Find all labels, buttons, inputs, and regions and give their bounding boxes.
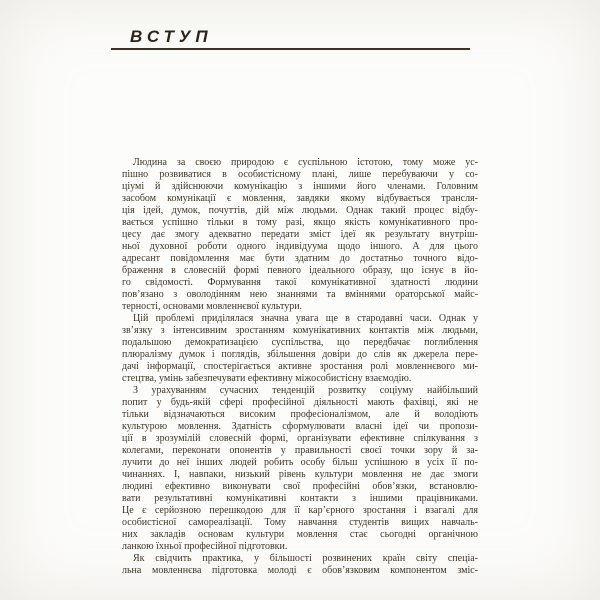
text-line: Як свідчить практика, у більшості розвинених країн світу спеціа- bbox=[133, 553, 478, 564]
paragraph bbox=[122, 385, 478, 553]
text-line: плюралізму думок і поглядів, збільшення довіри до слів як джерела пере- bbox=[122, 349, 478, 360]
text-line: колегами, переконати опонентів у правильності своєї точки зору й за- bbox=[122, 445, 478, 456]
paragraph bbox=[122, 313, 478, 385]
text-line: Цій проблемі приділялася значна увага ще в стародавні часи. Однак у bbox=[133, 313, 478, 324]
text-line: чинаннях. І, навпаки, низький рівень культури мовлення не дає змоги bbox=[122, 469, 478, 480]
text-line: зв’язку з інтенсивним зростанням комунікативних контактів між людьми, bbox=[122, 325, 478, 336]
text-line: Це є серйозною перешкодою для її кар’єрного зростання і взагалі для bbox=[122, 505, 478, 516]
text-line: го свідомості. Формування такої комунікативної здатності людини bbox=[122, 277, 478, 288]
text-line: ньої духовної роботи одного індивідуума щодо іншого. А для цього bbox=[122, 241, 478, 252]
text-line: браження в словесній формі певного ідеального образу, що існує в йо- bbox=[122, 265, 478, 276]
text-line: вається успішно тільки в тому разі, якщо якість комунікативного про- bbox=[122, 217, 478, 228]
text-line: ланкою їхньої професійної підготовки. bbox=[122, 541, 288, 552]
text-line: стецтва, умінь забезпечувати ефективну міжособистісну взаємодію. bbox=[122, 373, 412, 384]
text-line: особистісної самореалізації. Тому навчання студентів вищих навчаль- bbox=[122, 517, 478, 528]
heading-rule bbox=[111, 48, 470, 50]
text-line: лучити до неї інших людей робить особу більш успішною в усіх її по- bbox=[122, 457, 478, 468]
text-line: терності, основами мовленнєвої культури. bbox=[122, 301, 303, 312]
text-line: подальшою демократизацією суспільства, що передбачає поглиблення bbox=[122, 337, 478, 348]
text-line: вати результативні комунікативні контакти з іншими працівниками. bbox=[122, 493, 478, 504]
text-line: тільки відзначаються високим професіоналізмом, але й володіють bbox=[122, 409, 478, 420]
text-line: дачі інформації, спостерігається активне зростання ролі мовленнєвого ми- bbox=[122, 361, 478, 372]
text-line: ції в зрозумілій словесній формі, організувати ефективне спілкування з bbox=[122, 433, 478, 444]
text-line: ціумі й здійснюючи комунікацію з іншими його членами. Головним bbox=[122, 181, 478, 192]
text-line: попит у будь-якій сфері професійної діяльності мають фахівці, які не bbox=[122, 397, 478, 408]
text-line: цесу дає змогу адекватно передати зміст ідеї як результату внутріш- bbox=[122, 229, 478, 240]
paragraph bbox=[122, 157, 478, 313]
text-line: пішно розвиватися в особистісному плані, лише перебуваючи у со- bbox=[122, 169, 478, 180]
chapter-heading: ВСТУП bbox=[130, 27, 213, 46]
heading-block bbox=[111, 27, 470, 50]
text-line: культурою мовлення. Здатність сформулювати власні ідеї чи пропози- bbox=[122, 421, 478, 432]
text-line: засобом комунікації є мовлення, завдяки якому відбувається трансля- bbox=[122, 193, 478, 204]
text-line: Людина за своєю природою є суспільною істотою, тому може ус- bbox=[133, 157, 478, 168]
text-line: них закладів основам культури мовлення стає сьогодні органічною bbox=[122, 529, 478, 540]
text-line: адресант повідомлення має бути здатним до достатньо точного відо- bbox=[122, 253, 478, 264]
text-line: пов’язано з оволодінням нею знаннями та вміннями ораторської майс- bbox=[122, 289, 478, 300]
text-line: людині ефективно виконувати свої професійні обов’язки, встановлю- bbox=[122, 481, 478, 492]
text-line: З урахуванням сучасних тенденцій розвитку соціуму найбільший bbox=[133, 385, 478, 396]
body-text bbox=[122, 157, 478, 577]
text-line: ція ідей, думок, почуттів, дій між людьми. Однак такий процес відбу- bbox=[122, 205, 478, 216]
paragraph bbox=[122, 553, 478, 577]
text-line: льна мовленнєва підготовка молоді є обов’язковим компонентом зміс- bbox=[122, 565, 478, 576]
